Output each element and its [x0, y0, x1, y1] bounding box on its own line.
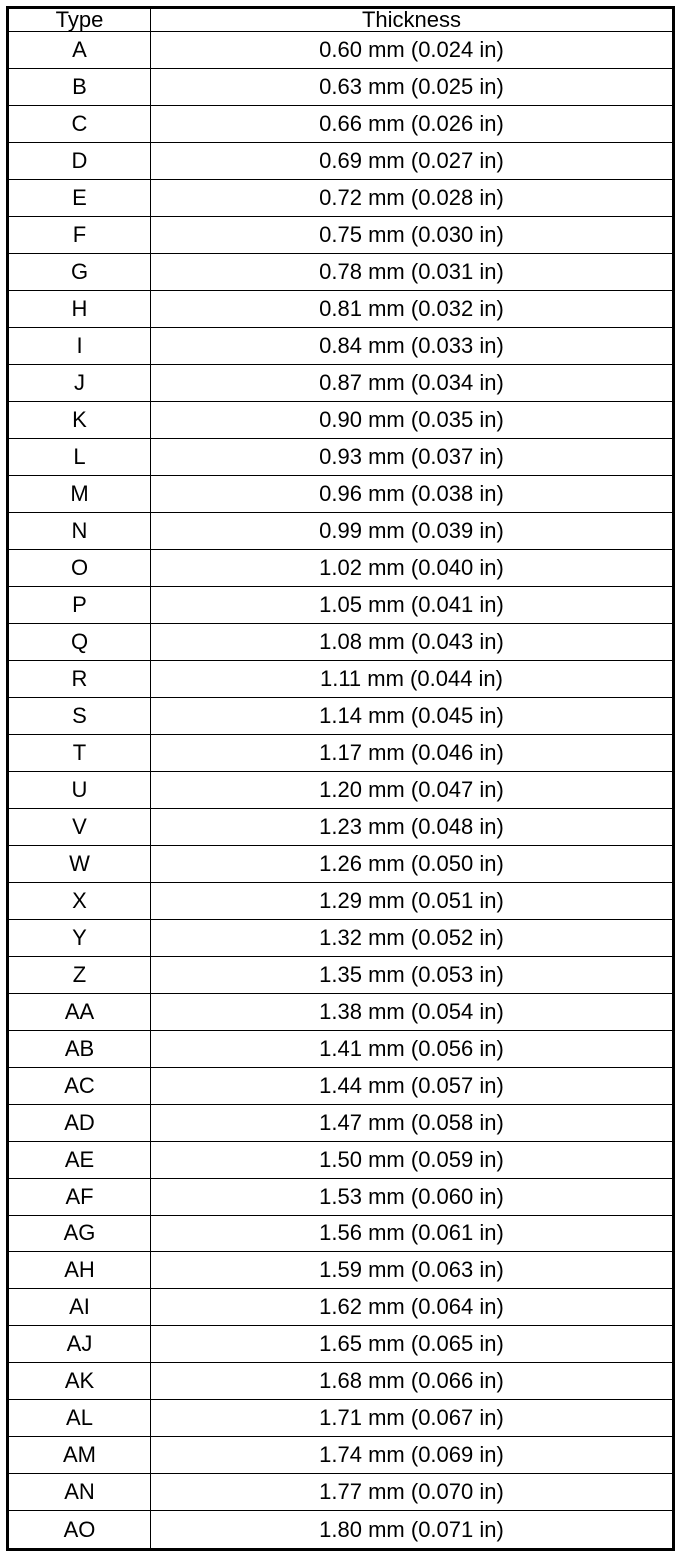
table-row — [8, 475, 674, 512]
thickness-cell: 0.63 mm (0.025 in) — [151, 68, 674, 105]
column-header-type: Type — [8, 8, 151, 32]
table-row — [8, 142, 674, 179]
table-row — [8, 1326, 674, 1363]
thickness-cell: 1.62 mm (0.064 in) — [151, 1289, 674, 1326]
table-row — [8, 179, 674, 216]
thickness-cell: 1.41 mm (0.056 in) — [151, 1030, 674, 1067]
thickness-cell: 1.74 mm (0.069 in) — [151, 1437, 674, 1474]
type-cell: B — [8, 68, 151, 105]
table-row — [8, 512, 674, 549]
thickness-cell: 0.96 mm (0.038 in) — [151, 475, 674, 512]
thickness-cell: 0.78 mm (0.031 in) — [151, 253, 674, 290]
table-row — [8, 1141, 674, 1178]
thickness-cell: 0.84 mm (0.033 in) — [151, 327, 674, 364]
table-row — [8, 919, 674, 956]
thickness-cell: 1.08 mm (0.043 in) — [151, 623, 674, 660]
table-row — [8, 253, 674, 290]
table-row — [8, 586, 674, 623]
thickness-cell: 1.47 mm (0.058 in) — [151, 1104, 674, 1141]
table-row — [8, 1067, 674, 1104]
thickness-cell: 1.50 mm (0.059 in) — [151, 1141, 674, 1178]
thickness-cell: 1.35 mm (0.053 in) — [151, 956, 674, 993]
table-row — [8, 1511, 674, 1550]
type-cell: AJ — [8, 1326, 151, 1363]
type-cell: S — [8, 697, 151, 734]
table-row — [8, 993, 674, 1030]
thickness-cell: 1.80 mm (0.071 in) — [151, 1511, 674, 1550]
thickness-cell: 1.20 mm (0.047 in) — [151, 771, 674, 808]
type-cell: AN — [8, 1474, 151, 1511]
thickness-cell: 1.14 mm (0.045 in) — [151, 697, 674, 734]
type-cell: AK — [8, 1363, 151, 1400]
type-cell: H — [8, 290, 151, 327]
type-cell: D — [8, 142, 151, 179]
thickness-cell: 0.99 mm (0.039 in) — [151, 512, 674, 549]
type-cell: Q — [8, 623, 151, 660]
table-row — [8, 882, 674, 919]
type-cell: P — [8, 586, 151, 623]
type-cell: N — [8, 512, 151, 549]
type-cell: J — [8, 364, 151, 401]
type-cell: AF — [8, 1178, 151, 1215]
type-cell: AB — [8, 1030, 151, 1067]
table-row — [8, 623, 674, 660]
type-cell: O — [8, 549, 151, 586]
type-cell: C — [8, 105, 151, 142]
table-row — [8, 1178, 674, 1215]
thickness-cell: 1.02 mm (0.040 in) — [151, 549, 674, 586]
table-row — [8, 401, 674, 438]
table-row — [8, 1437, 674, 1474]
type-cell: AH — [8, 1252, 151, 1289]
thickness-cell: 0.87 mm (0.034 in) — [151, 364, 674, 401]
column-header-thickness: Thickness — [151, 8, 674, 32]
thickness-cell: 1.17 mm (0.046 in) — [151, 734, 674, 771]
thickness-cell: 1.32 mm (0.052 in) — [151, 919, 674, 956]
table-row — [8, 1030, 674, 1067]
table-row — [8, 105, 674, 142]
table-row — [8, 549, 674, 586]
table-row — [8, 327, 674, 364]
thickness-cell: 1.59 mm (0.063 in) — [151, 1252, 674, 1289]
thickness-cell: 0.93 mm (0.037 in) — [151, 438, 674, 475]
table-row — [8, 1363, 674, 1400]
type-cell: F — [8, 216, 151, 253]
type-cell: AE — [8, 1141, 151, 1178]
table-row — [8, 216, 674, 253]
type-cell: M — [8, 475, 151, 512]
type-cell: A — [8, 32, 151, 69]
table-row — [8, 697, 674, 734]
type-cell: W — [8, 845, 151, 882]
type-cell: AG — [8, 1215, 151, 1252]
table-row — [8, 290, 674, 327]
type-cell: T — [8, 734, 151, 771]
type-cell: X — [8, 882, 151, 919]
type-cell: AI — [8, 1289, 151, 1326]
type-cell: L — [8, 438, 151, 475]
thickness-table — [6, 6, 675, 1551]
table-row — [8, 1215, 674, 1252]
table-row — [8, 1289, 674, 1326]
table-row — [8, 364, 674, 401]
thickness-cell: 1.23 mm (0.048 in) — [151, 808, 674, 845]
table-row — [8, 1400, 674, 1437]
type-cell: E — [8, 179, 151, 216]
thickness-cell: 0.60 mm (0.024 in) — [151, 32, 674, 69]
thickness-cell: 1.65 mm (0.065 in) — [151, 1326, 674, 1363]
thickness-cell: 1.05 mm (0.041 in) — [151, 586, 674, 623]
thickness-cell: 1.56 mm (0.061 in) — [151, 1215, 674, 1252]
table-row — [8, 808, 674, 845]
thickness-cell: 0.75 mm (0.030 in) — [151, 216, 674, 253]
type-cell: U — [8, 771, 151, 808]
thickness-cell: 1.38 mm (0.054 in) — [151, 993, 674, 1030]
table-row — [8, 32, 674, 69]
table-row — [8, 438, 674, 475]
type-cell: V — [8, 808, 151, 845]
type-cell: AC — [8, 1067, 151, 1104]
table-row — [8, 1252, 674, 1289]
thickness-cell: 1.26 mm (0.050 in) — [151, 845, 674, 882]
thickness-cell: 1.71 mm (0.067 in) — [151, 1400, 674, 1437]
type-cell: Y — [8, 919, 151, 956]
table-row — [8, 1474, 674, 1511]
thickness-cell: 0.66 mm (0.026 in) — [151, 105, 674, 142]
thickness-cell: 0.72 mm (0.028 in) — [151, 179, 674, 216]
table-row — [8, 1104, 674, 1141]
type-cell: AD — [8, 1104, 151, 1141]
table-header-row — [8, 8, 674, 32]
type-cell: Z — [8, 956, 151, 993]
table-row — [8, 771, 674, 808]
type-cell: R — [8, 660, 151, 697]
table-row — [8, 68, 674, 105]
table-row — [8, 956, 674, 993]
type-cell: AL — [8, 1400, 151, 1437]
type-cell: AM — [8, 1437, 151, 1474]
thickness-cell: 1.44 mm (0.057 in) — [151, 1067, 674, 1104]
thickness-cell: 1.29 mm (0.051 in) — [151, 882, 674, 919]
thickness-cell: 0.69 mm (0.027 in) — [151, 142, 674, 179]
table-body — [8, 32, 674, 1550]
table-row — [8, 845, 674, 882]
thickness-cell: 0.90 mm (0.035 in) — [151, 401, 674, 438]
thickness-cell: 0.81 mm (0.032 in) — [151, 290, 674, 327]
type-cell: G — [8, 253, 151, 290]
thickness-cell: 1.11 mm (0.044 in) — [151, 660, 674, 697]
thickness-cell: 1.53 mm (0.060 in) — [151, 1178, 674, 1215]
type-cell: AA — [8, 993, 151, 1030]
thickness-cell: 1.68 mm (0.066 in) — [151, 1363, 674, 1400]
type-cell: I — [8, 327, 151, 364]
type-cell: K — [8, 401, 151, 438]
table-row — [8, 734, 674, 771]
table-row — [8, 660, 674, 697]
thickness-cell: 1.77 mm (0.070 in) — [151, 1474, 674, 1511]
type-cell: AO — [8, 1511, 151, 1550]
